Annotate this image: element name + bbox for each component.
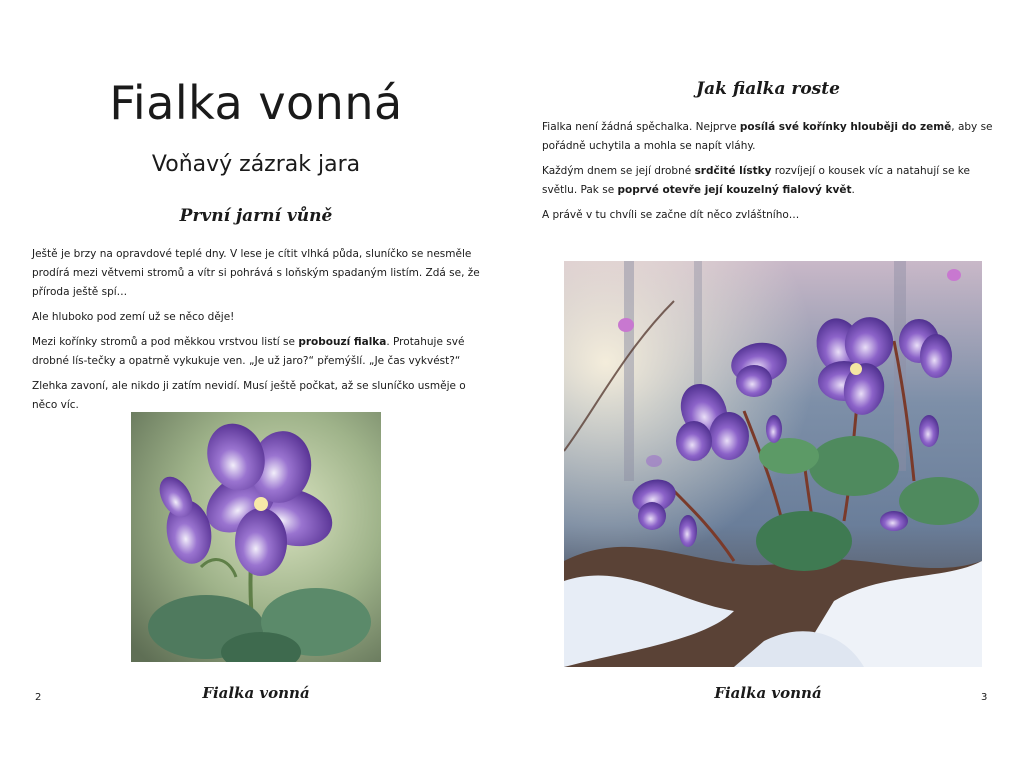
paragraph: A právě v tu chvíli se začne dít něco zvláštního… (542, 209, 800, 221)
paragraph: Ale hluboko pod zemí už se něco děje! (32, 311, 235, 323)
violets-in-snow-photo (564, 261, 982, 667)
footer-title: Fialka vonná (714, 684, 822, 702)
paragraph: Fialka není žádná spěchalka. Nejprve posílá své kořínky hlouběji do země, aby se pořádně uchytila a mohla se napít vláhy. (542, 121, 993, 152)
left-body-text (32, 245, 484, 421)
page-title: Fialka vonná (109, 76, 403, 130)
paragraph: Ještě je brzy na opravdové teplé dny. V lese je cítit vlhká půda, sluníčko se nesměle prodírá mezi větvemi stromů a vítr si pohrává s loňským spadaným listím. Zdá se, že příroda ještě spí… (32, 248, 480, 298)
page-number: 2 (35, 692, 42, 703)
right-page (512, 0, 1024, 768)
paragraph: Zlehka zavoní, ale nikdo ji zatím nevidí. Musí ještě počkat, až se sluníčko usměje o něco víc. (32, 380, 466, 411)
paragraph: Mezi kořínky stromů a pod měkkou vrstvou listí se probouzí fialka. Protahuje své drobné lís-tečky a opatrně vykukuje ven. „Je už jaro?“ přemýšlí. „Je čas vykvést?“ (32, 336, 465, 367)
footer-title: Fialka vonná (202, 684, 310, 702)
page-number: 3 (981, 692, 988, 703)
violet-flower-photo (131, 412, 381, 662)
section-heading-how-it-grows: Jak fialka roste (696, 79, 840, 99)
section-heading-first-scent: První jarní vůně (179, 206, 333, 226)
page-subtitle: Voňavý zázrak jara (151, 152, 361, 177)
paragraph: Každým dnem se její drobné srdčité lístky rozvíjejí o kousek víc a natahují se ke světlu. Pak se poprvé otevře její kouzelný fialový květ. (542, 165, 970, 196)
right-body-text (542, 118, 1002, 231)
